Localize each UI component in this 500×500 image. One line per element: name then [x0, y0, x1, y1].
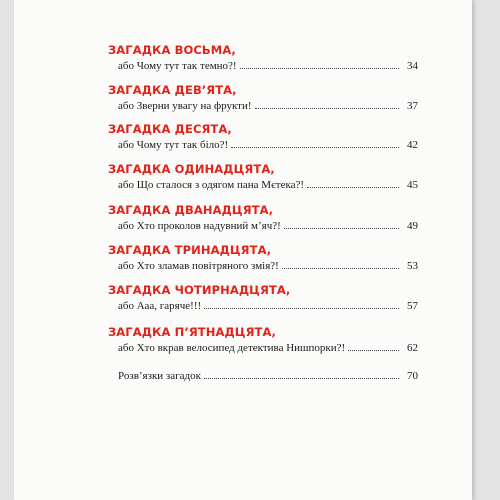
toc-entry	[108, 122, 418, 152]
entry-heading: ЗАГАДКА ВОСЬМА,	[108, 43, 236, 57]
dot-leader	[348, 350, 399, 351]
book-page	[14, 0, 472, 500]
entry-subtitle: або Ааа, гаряче!!!	[118, 300, 202, 312]
page-number: 49	[407, 220, 418, 232]
dot-leader	[204, 308, 399, 309]
entry-heading: ЗАГАДКА ОДИНАДЦЯТА,	[108, 162, 275, 176]
page-number: 70	[407, 370, 418, 382]
page-number: 62	[407, 342, 418, 354]
entry-subtitle: або Зверни увагу на фрукти!	[118, 100, 252, 112]
entry-line	[118, 259, 418, 273]
dot-leader	[204, 378, 399, 379]
entry-line	[118, 138, 418, 152]
entry-subtitle: або Хто проколов надувний м’яч?!	[118, 220, 281, 232]
entry-heading: ЗАГАДКА ЧОТИРНАДЦЯТА,	[108, 283, 291, 297]
dot-leader	[240, 68, 399, 69]
entry-line	[118, 99, 418, 113]
entry-line	[118, 219, 418, 233]
entry-line	[118, 341, 418, 355]
toc-entry	[108, 203, 418, 233]
entry-line	[118, 369, 418, 383]
answers-label: Розв’язки загадок	[118, 370, 201, 382]
page-number: 57	[407, 300, 418, 312]
entry-heading: ЗАГАДКА ДВАНАДЦЯТА,	[108, 203, 274, 217]
dot-leader	[282, 268, 399, 269]
entry-heading: ЗАГАДКА ДЕВ’ЯТА,	[108, 83, 237, 97]
toc-entry	[108, 243, 418, 273]
toc-entry	[108, 325, 418, 355]
toc-answers-entry	[118, 367, 418, 383]
page-number: 34	[407, 60, 418, 72]
entry-subtitle: або Що сталося з одягом пана Мєтека?!	[118, 179, 305, 191]
toc-entry	[108, 283, 418, 313]
page-number: 42	[407, 139, 418, 151]
dot-leader	[307, 187, 399, 188]
entry-subtitle: або Хто вкрав велосипед детектива Нишпорки?!	[118, 342, 346, 354]
toc-entry	[108, 162, 418, 192]
entry-heading: ЗАГАДКА П’ЯТНАДЦЯТА,	[108, 325, 276, 339]
entry-line	[118, 299, 418, 313]
entry-subtitle: або Чому тут так біло?!	[118, 139, 229, 151]
entry-line	[118, 178, 418, 192]
page-number: 53	[407, 260, 418, 272]
entry-subtitle: або Чому тут так темно?!	[118, 60, 237, 72]
toc-entry	[108, 43, 418, 73]
dot-leader	[284, 228, 399, 229]
entry-heading: ЗАГАДКА ТРИНАДЦЯТА,	[108, 243, 272, 257]
dot-leader	[231, 147, 399, 148]
dot-leader	[255, 108, 399, 109]
page-number: 45	[407, 179, 418, 191]
entry-line	[118, 59, 418, 73]
page-number: 37	[407, 100, 418, 112]
toc-entry	[108, 83, 418, 113]
entry-heading: ЗАГАДКА ДЕСЯТА,	[108, 122, 232, 136]
entry-subtitle: або Хто зламав повітряного змія?!	[118, 260, 279, 272]
